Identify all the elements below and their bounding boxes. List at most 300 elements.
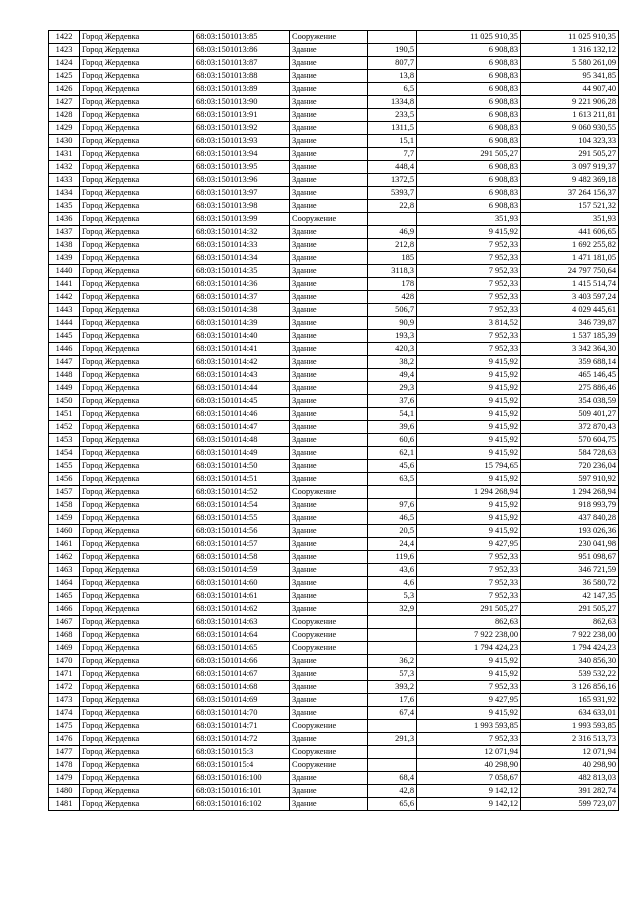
table-row (49, 564, 619, 577)
settlement-name-cell: Город Жердевка (80, 486, 194, 499)
cadastral-number-cell: 68:03:1501014:67 (194, 668, 290, 681)
area-cell: 54,1 (368, 408, 417, 421)
object-type-cell: Здание (290, 239, 368, 252)
row-number-cell: 1448 (49, 369, 80, 382)
row-number-cell: 1469 (49, 642, 80, 655)
settlement-name-cell: Город Жердевка (80, 629, 194, 642)
specific-value-cell: 9 142,12 (417, 785, 521, 798)
row-number-cell: 1479 (49, 772, 80, 785)
cadastral-number-cell: 68:03:1501014:52 (194, 486, 290, 499)
cadastral-number-cell: 68:03:1501016:101 (194, 785, 290, 798)
cadastral-value-cell: 5 580 261,09 (521, 57, 619, 70)
area-cell: 15,1 (368, 135, 417, 148)
area-cell: 62,1 (368, 447, 417, 460)
cadastral-number-cell: 68:03:1501014:69 (194, 694, 290, 707)
cadastral-value-table (48, 30, 619, 811)
cadastral-number-cell: 68:03:1501013:90 (194, 96, 290, 109)
table-row (49, 109, 619, 122)
cadastral-value-cell: 9 482 369,18 (521, 174, 619, 187)
row-number-cell: 1480 (49, 785, 80, 798)
specific-value-cell: 7 952,33 (417, 291, 521, 304)
object-type-cell: Здание (290, 772, 368, 785)
object-type-cell: Здание (290, 707, 368, 720)
table-row (49, 421, 619, 434)
cadastral-value-cell: 3 097 919,37 (521, 161, 619, 174)
area-cell: 291,3 (368, 733, 417, 746)
specific-value-cell: 9 142,12 (417, 798, 521, 811)
cadastral-number-cell: 68:03:1501014:46 (194, 408, 290, 421)
settlement-name-cell: Город Жердевка (80, 720, 194, 733)
cadastral-value-cell: 157 521,32 (521, 200, 619, 213)
object-type-cell: Сооружение (290, 629, 368, 642)
area-cell: 17,6 (368, 694, 417, 707)
cadastral-value-cell: 1 415 514,74 (521, 278, 619, 291)
object-type-cell: Здание (290, 447, 368, 460)
table-row (49, 616, 619, 629)
area-cell (368, 486, 417, 499)
area-cell: 190,5 (368, 44, 417, 57)
area-cell: 178 (368, 278, 417, 291)
area-cell: 5,3 (368, 590, 417, 603)
cadastral-number-cell: 68:03:1501013:85 (194, 31, 290, 44)
specific-value-cell: 7 952,33 (417, 252, 521, 265)
settlement-name-cell: Город Жердевка (80, 759, 194, 772)
table-row (49, 31, 619, 44)
specific-value-cell: 6 908,83 (417, 83, 521, 96)
settlement-name-cell: Город Жердевка (80, 343, 194, 356)
area-cell (368, 746, 417, 759)
table-row (49, 499, 619, 512)
row-number-cell: 1450 (49, 395, 80, 408)
cadastral-number-cell: 68:03:1501014:35 (194, 265, 290, 278)
table-row (49, 447, 619, 460)
area-cell: 45,6 (368, 460, 417, 473)
specific-value-cell: 15 794,65 (417, 460, 521, 473)
settlement-name-cell: Город Жердевка (80, 473, 194, 486)
table-row (49, 538, 619, 551)
specific-value-cell: 6 908,83 (417, 200, 521, 213)
cadastral-value-cell: 95 341,85 (521, 70, 619, 83)
settlement-name-cell: Город Жердевка (80, 590, 194, 603)
cadastral-value-cell: 2 316 513,73 (521, 733, 619, 746)
cadastral-value-cell: 9 221 906,28 (521, 96, 619, 109)
area-cell: 38,2 (368, 356, 417, 369)
settlement-name-cell: Город Жердевка (80, 83, 194, 96)
area-cell: 212,8 (368, 239, 417, 252)
area-cell: 807,7 (368, 57, 417, 70)
settlement-name-cell: Город Жердевка (80, 122, 194, 135)
table-row (49, 96, 619, 109)
area-cell (368, 642, 417, 655)
specific-value-cell: 6 908,83 (417, 187, 521, 200)
area-cell: 46,5 (368, 512, 417, 525)
cadastral-number-cell: 68:03:1501013:98 (194, 200, 290, 213)
object-type-cell: Здание (290, 694, 368, 707)
row-number-cell: 1449 (49, 382, 80, 395)
specific-value-cell: 7 952,33 (417, 551, 521, 564)
row-number-cell: 1432 (49, 161, 80, 174)
area-cell: 22,8 (368, 200, 417, 213)
cadastral-number-cell: 68:03:1501016:100 (194, 772, 290, 785)
cadastral-number-cell: 68:03:1501014:50 (194, 460, 290, 473)
object-type-cell: Здание (290, 421, 368, 434)
settlement-name-cell: Город Жердевка (80, 265, 194, 278)
object-type-cell: Здание (290, 200, 368, 213)
table-row (49, 642, 619, 655)
cadastral-value-cell: 230 041,98 (521, 538, 619, 551)
area-cell: 3118,3 (368, 265, 417, 278)
settlement-name-cell: Город Жердевка (80, 135, 194, 148)
cadastral-value-cell: 346 739,87 (521, 317, 619, 330)
table-row (49, 798, 619, 811)
specific-value-cell: 3 814,52 (417, 317, 521, 330)
area-cell: 68,4 (368, 772, 417, 785)
object-type-cell: Здание (290, 278, 368, 291)
area-cell (368, 629, 417, 642)
cadastral-value-cell: 340 856,30 (521, 655, 619, 668)
object-type-cell: Сооружение (290, 31, 368, 44)
row-number-cell: 1461 (49, 538, 80, 551)
specific-value-cell: 1 794 424,23 (417, 642, 521, 655)
row-number-cell: 1451 (49, 408, 80, 421)
table-row (49, 356, 619, 369)
cadastral-value-cell: 12 071,94 (521, 746, 619, 759)
cadastral-number-cell: 68:03:1501016:102 (194, 798, 290, 811)
cadastral-number-cell: 68:03:1501013:99 (194, 213, 290, 226)
cadastral-number-cell: 68:03:1501014:59 (194, 564, 290, 577)
specific-value-cell: 9 415,92 (417, 707, 521, 720)
object-type-cell: Здание (290, 408, 368, 421)
cadastral-value-cell: 372 870,43 (521, 421, 619, 434)
specific-value-cell: 9 415,92 (417, 512, 521, 525)
cadastral-number-cell: 68:03:1501014:49 (194, 447, 290, 460)
area-cell: 42,8 (368, 785, 417, 798)
cadastral-number-cell: 68:03:1501014:60 (194, 577, 290, 590)
cadastral-value-cell: 1 471 181,05 (521, 252, 619, 265)
settlement-name-cell: Город Жердевка (80, 681, 194, 694)
table-row (49, 473, 619, 486)
cadastral-number-cell: 68:03:1501013:95 (194, 161, 290, 174)
settlement-name-cell: Город Жердевка (80, 44, 194, 57)
cadastral-number-cell: 68:03:1501014:42 (194, 356, 290, 369)
row-number-cell: 1476 (49, 733, 80, 746)
area-cell: 1311,5 (368, 122, 417, 135)
table-row (49, 590, 619, 603)
table-row (49, 226, 619, 239)
table-row (49, 759, 619, 772)
table-row (49, 460, 619, 473)
object-type-cell: Сооружение (290, 486, 368, 499)
area-cell: 36,2 (368, 655, 417, 668)
settlement-name-cell: Город Жердевка (80, 694, 194, 707)
settlement-name-cell: Город Жердевка (80, 655, 194, 668)
table-row (49, 434, 619, 447)
object-type-cell: Сооружение (290, 759, 368, 772)
cadastral-number-cell: 68:03:1501013:93 (194, 135, 290, 148)
area-cell: 60,6 (368, 434, 417, 447)
settlement-name-cell: Город Жердевка (80, 213, 194, 226)
cadastral-number-cell: 68:03:1501014:62 (194, 603, 290, 616)
row-number-cell: 1431 (49, 148, 80, 161)
table-row (49, 174, 619, 187)
cadastral-value-cell: 165 931,92 (521, 694, 619, 707)
cadastral-number-cell: 68:03:1501014:63 (194, 616, 290, 629)
row-number-cell: 1428 (49, 109, 80, 122)
area-cell: 393,2 (368, 681, 417, 694)
cadastral-value-cell: 9 060 930,55 (521, 122, 619, 135)
cadastral-value-cell: 36 580,72 (521, 577, 619, 590)
cadastral-number-cell: 68:03:1501014:54 (194, 499, 290, 512)
cadastral-value-cell: 44 907,40 (521, 83, 619, 96)
settlement-name-cell: Город Жердевка (80, 161, 194, 174)
settlement-name-cell: Город Жердевка (80, 603, 194, 616)
cadastral-value-cell: 391 282,74 (521, 785, 619, 798)
settlement-name-cell: Город Жердевка (80, 356, 194, 369)
row-number-cell: 1447 (49, 356, 80, 369)
table-row (49, 408, 619, 421)
row-number-cell: 1460 (49, 525, 80, 538)
specific-value-cell: 7 952,33 (417, 265, 521, 278)
object-type-cell: Здание (290, 460, 368, 473)
area-cell: 37,6 (368, 395, 417, 408)
table-row (49, 291, 619, 304)
object-type-cell: Здание (290, 577, 368, 590)
row-number-cell: 1468 (49, 629, 80, 642)
settlement-name-cell: Город Жердевка (80, 707, 194, 720)
settlement-name-cell: Город Жердевка (80, 577, 194, 590)
row-number-cell: 1462 (49, 551, 80, 564)
area-cell: 20,5 (368, 525, 417, 538)
settlement-name-cell: Город Жердевка (80, 174, 194, 187)
table-row (49, 525, 619, 538)
cadastral-value-cell: 862,63 (521, 616, 619, 629)
object-type-cell: Здание (290, 161, 368, 174)
table-row (49, 720, 619, 733)
specific-value-cell: 6 908,83 (417, 122, 521, 135)
row-number-cell: 1466 (49, 603, 80, 616)
cadastral-number-cell: 68:03:1501014:32 (194, 226, 290, 239)
settlement-name-cell: Город Жердевка (80, 96, 194, 109)
row-number-cell: 1435 (49, 200, 80, 213)
table-row (49, 278, 619, 291)
area-cell: 39,6 (368, 421, 417, 434)
settlement-name-cell: Город Жердевка (80, 460, 194, 473)
cadastral-value-cell: 7 922 238,00 (521, 629, 619, 642)
cadastral-number-cell: 68:03:1501013:96 (194, 174, 290, 187)
row-number-cell: 1470 (49, 655, 80, 668)
table-row (49, 512, 619, 525)
area-cell: 24,4 (368, 538, 417, 551)
row-number-cell: 1433 (49, 174, 80, 187)
settlement-name-cell: Город Жердевка (80, 252, 194, 265)
table-row (49, 83, 619, 96)
table-row (49, 551, 619, 564)
cadastral-value-cell: 42 147,35 (521, 590, 619, 603)
row-number-cell: 1472 (49, 681, 80, 694)
area-cell: 97,6 (368, 499, 417, 512)
row-number-cell: 1454 (49, 447, 80, 460)
specific-value-cell: 11 025 910,35 (417, 31, 521, 44)
specific-value-cell: 6 908,83 (417, 135, 521, 148)
specific-value-cell: 1 294 268,94 (417, 486, 521, 499)
cadastral-value-cell: 104 323,33 (521, 135, 619, 148)
table-row (49, 577, 619, 590)
specific-value-cell: 9 415,92 (417, 525, 521, 538)
cadastral-value-cell: 351,93 (521, 213, 619, 226)
settlement-name-cell: Город Жердевка (80, 447, 194, 460)
cadastral-value-table-page (48, 30, 619, 811)
cadastral-value-cell: 634 633,01 (521, 707, 619, 720)
cadastral-number-cell: 68:03:1501013:89 (194, 83, 290, 96)
table-row (49, 265, 619, 278)
object-type-cell: Здание (290, 681, 368, 694)
area-cell: 119,6 (368, 551, 417, 564)
cadastral-value-cell: 3 342 364,30 (521, 343, 619, 356)
object-type-cell: Здание (290, 525, 368, 538)
specific-value-cell: 6 908,83 (417, 96, 521, 109)
specific-value-cell: 9 427,95 (417, 538, 521, 551)
settlement-name-cell: Город Жердевка (80, 785, 194, 798)
object-type-cell: Здание (290, 551, 368, 564)
area-cell: 1372,5 (368, 174, 417, 187)
object-type-cell: Здание (290, 252, 368, 265)
table-row (49, 603, 619, 616)
table-row (49, 694, 619, 707)
settlement-name-cell: Город Жердевка (80, 200, 194, 213)
row-number-cell: 1427 (49, 96, 80, 109)
table-row (49, 668, 619, 681)
cadastral-value-cell: 291 505,27 (521, 148, 619, 161)
cadastral-value-cell: 539 532,22 (521, 668, 619, 681)
area-cell: 185 (368, 252, 417, 265)
object-type-cell: Здание (290, 499, 368, 512)
object-type-cell: Здание (290, 330, 368, 343)
object-type-cell: Здание (290, 668, 368, 681)
specific-value-cell: 291 505,27 (417, 603, 521, 616)
specific-value-cell: 9 415,92 (417, 408, 521, 421)
cadastral-value-cell: 597 910,92 (521, 473, 619, 486)
cadastral-value-cell: 193 026,36 (521, 525, 619, 538)
object-type-cell: Здание (290, 291, 368, 304)
area-cell: 193,3 (368, 330, 417, 343)
cadastral-value-cell: 482 813,03 (521, 772, 619, 785)
row-number-cell: 1458 (49, 499, 80, 512)
cadastral-number-cell: 68:03:1501014:64 (194, 629, 290, 642)
row-number-cell: 1426 (49, 83, 80, 96)
cadastral-number-cell: 68:03:1501014:44 (194, 382, 290, 395)
cadastral-number-cell: 68:03:1501014:37 (194, 291, 290, 304)
object-type-cell: Здание (290, 83, 368, 96)
object-type-cell: Здание (290, 174, 368, 187)
settlement-name-cell: Город Жердевка (80, 733, 194, 746)
cadastral-value-cell: 354 038,59 (521, 395, 619, 408)
settlement-name-cell: Город Жердевка (80, 499, 194, 512)
cadastral-number-cell: 68:03:1501014:66 (194, 655, 290, 668)
row-number-cell: 1467 (49, 616, 80, 629)
table-row (49, 655, 619, 668)
specific-value-cell: 9 415,92 (417, 226, 521, 239)
area-cell: 233,5 (368, 109, 417, 122)
settlement-name-cell: Город Жердевка (80, 226, 194, 239)
table-row (49, 343, 619, 356)
cadastral-number-cell: 68:03:1501014:36 (194, 278, 290, 291)
row-number-cell: 1456 (49, 473, 80, 486)
object-type-cell: Здание (290, 655, 368, 668)
cadastral-value-cell: 1 993 593,85 (521, 720, 619, 733)
area-cell: 29,3 (368, 382, 417, 395)
cadastral-number-cell: 68:03:1501014:58 (194, 551, 290, 564)
row-number-cell: 1452 (49, 421, 80, 434)
row-number-cell: 1446 (49, 343, 80, 356)
area-cell: 90,9 (368, 317, 417, 330)
table-row (49, 161, 619, 174)
cadastral-value-cell: 346 721,59 (521, 564, 619, 577)
specific-value-cell: 862,63 (417, 616, 521, 629)
settlement-name-cell: Город Жердевка (80, 187, 194, 200)
cadastral-value-cell: 951 098,67 (521, 551, 619, 564)
cadastral-number-cell: 68:03:1501014:34 (194, 252, 290, 265)
settlement-name-cell: Город Жердевка (80, 369, 194, 382)
cadastral-number-cell: 68:03:1501015:3 (194, 746, 290, 759)
cadastral-number-cell: 68:03:1501014:40 (194, 330, 290, 343)
object-type-cell: Здание (290, 109, 368, 122)
cadastral-value-cell: 3 403 597,24 (521, 291, 619, 304)
object-type-cell: Сооружение (290, 616, 368, 629)
table-row (49, 785, 619, 798)
table-row (49, 486, 619, 499)
table-row (49, 200, 619, 213)
settlement-name-cell: Город Жердевка (80, 434, 194, 447)
specific-value-cell: 7 952,33 (417, 330, 521, 343)
area-cell: 65,6 (368, 798, 417, 811)
settlement-name-cell: Город Жердевка (80, 798, 194, 811)
cadastral-value-cell: 1 794 424,23 (521, 642, 619, 655)
object-type-cell: Здание (290, 512, 368, 525)
row-number-cell: 1444 (49, 317, 80, 330)
specific-value-cell: 7 952,33 (417, 590, 521, 603)
cadastral-number-cell: 68:03:1501013:86 (194, 44, 290, 57)
cadastral-value-cell: 1 613 211,81 (521, 109, 619, 122)
settlement-name-cell: Город Жердевка (80, 382, 194, 395)
cadastral-value-cell: 570 604,75 (521, 434, 619, 447)
cadastral-value-cell: 37 264 156,37 (521, 187, 619, 200)
cadastral-value-cell: 275 886,46 (521, 382, 619, 395)
area-cell (368, 616, 417, 629)
object-type-cell: Здание (290, 265, 368, 278)
specific-value-cell: 6 908,83 (417, 109, 521, 122)
settlement-name-cell: Город Жердевка (80, 538, 194, 551)
settlement-name-cell: Город Жердевка (80, 291, 194, 304)
cadastral-number-cell: 68:03:1501013:91 (194, 109, 290, 122)
row-number-cell: 1474 (49, 707, 80, 720)
object-type-cell: Здание (290, 343, 368, 356)
area-cell (368, 720, 417, 733)
cadastral-number-cell: 68:03:1501014:65 (194, 642, 290, 655)
cadastral-value-cell: 1 316 132,12 (521, 44, 619, 57)
row-number-cell: 1436 (49, 213, 80, 226)
settlement-name-cell: Город Жердевка (80, 408, 194, 421)
settlement-name-cell: Город Жердевка (80, 746, 194, 759)
settlement-name-cell: Город Жердевка (80, 642, 194, 655)
object-type-cell: Здание (290, 122, 368, 135)
object-type-cell: Здание (290, 798, 368, 811)
row-number-cell: 1478 (49, 759, 80, 772)
object-type-cell: Здание (290, 304, 368, 317)
area-cell: 420,3 (368, 343, 417, 356)
row-number-cell: 1441 (49, 278, 80, 291)
cadastral-number-cell: 68:03:1501014:61 (194, 590, 290, 603)
row-number-cell: 1440 (49, 265, 80, 278)
